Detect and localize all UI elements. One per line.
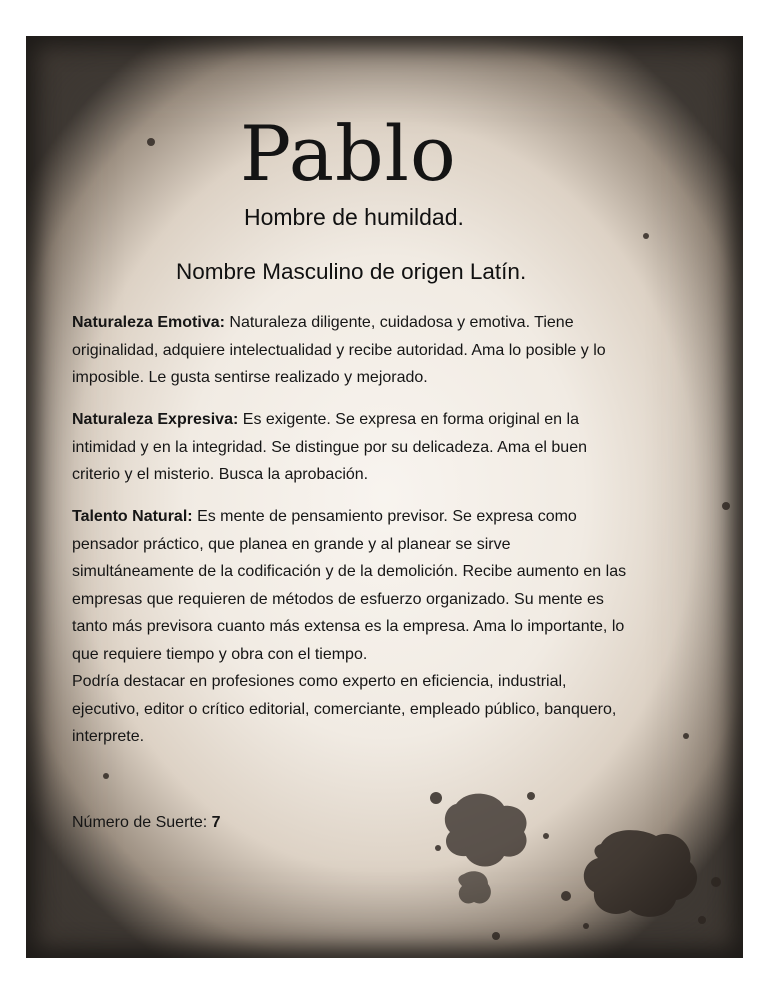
paragraph-line: Naturaleza Expresiva: Es exigente. Se expresa en forma original en la — [72, 411, 579, 428]
lucky-number — [72, 809, 221, 836]
expressive-nature-paragraph — [72, 406, 702, 489]
paragraph-line: interprete. — [72, 728, 145, 745]
paragraph-line: tanto más previsora cuanto más extensa es la empresa. Ama lo importante, lo — [72, 618, 625, 635]
paragraph-line: Talento Natural: Es mente de pensamiento previsor. Se expresa como — [72, 508, 577, 525]
natural-talent-label: Talento Natural: — [72, 508, 193, 525]
paragraph-line: intimidad y en la integridad. Se distingue por su delicadeza. Ama el buen — [72, 438, 587, 456]
paragraph-line: Podría destacar en profesiones como experto en eficiencia, industrial, — [72, 673, 567, 690]
paragraph-line: ejecutivo, editor o crítico editorial, comerciante, empleado público, banquero, — [72, 700, 617, 718]
paragraph-line: Naturaleza Emotiva: Naturaleza diligente, cuidadosa y emotiva. Tiene — [72, 314, 574, 331]
document-content — [26, 36, 743, 958]
paragraph-line: originalidad, adquiere intelectualidad y recibe autoridad. Ama lo posible y lo — [72, 341, 606, 359]
paragraph-line: imposible. Le gusta sentirse realizado y mejorado. — [72, 369, 428, 386]
page-title: Pablo — [240, 109, 457, 198]
paragraph-line: empresas que requieren de métodos de esfuerzo organizado. Su mente es — [72, 590, 604, 608]
paragraph-line: que requiere tiempo y obra con el tiempo. — [72, 645, 368, 663]
origin-heading: Nombre Masculino de origen Latín. — [176, 259, 527, 284]
lucky-number-value: 7 — [211, 814, 221, 831]
lucky-number-label: Número de Suerte: — [72, 814, 208, 831]
natural-talent-paragraph — [72, 503, 702, 751]
emotive-nature-paragraph — [72, 309, 702, 392]
parchment-page — [26, 36, 743, 958]
emotive-nature-label: Naturaleza Emotiva: — [72, 314, 225, 331]
paragraph-line: criterio y el misterio. Busca la aprobación. — [72, 466, 369, 483]
tagline: Hombre de humildad. — [244, 204, 464, 230]
paragraph-line: simultáneamente de la codificación y de la demolición. Recibe aumento en las — [72, 563, 627, 580]
paragraph-line: pensador práctico, que planea en grande y al planear se sirve — [72, 535, 511, 553]
expressive-nature-label: Naturaleza Expresiva: — [72, 411, 239, 428]
